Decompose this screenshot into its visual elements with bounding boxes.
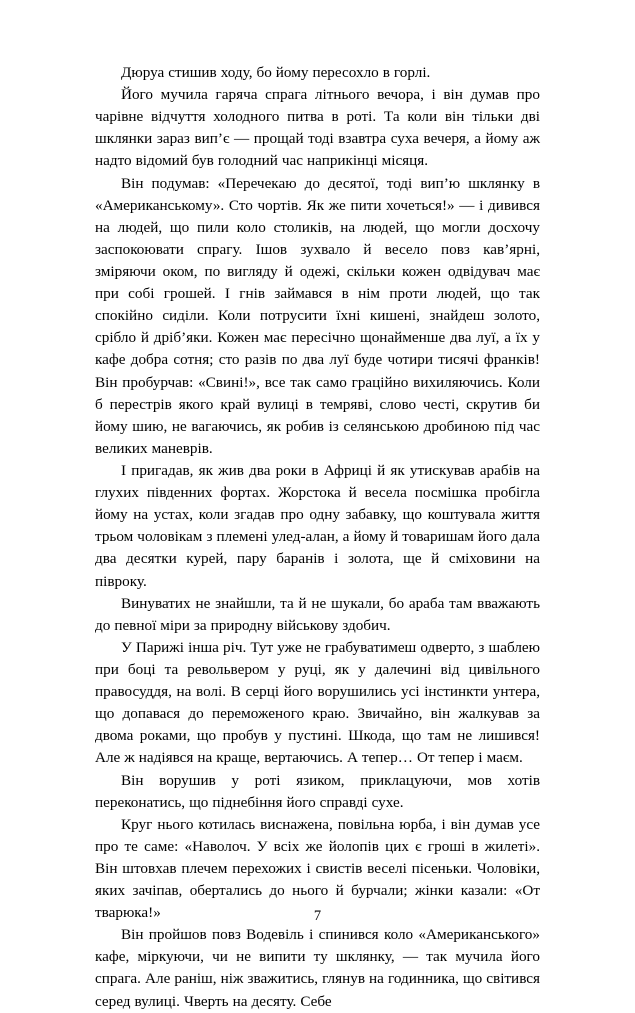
paragraph: Він подумав: «Перечекаю до десятої, тоді вип’ю шклянку в «Американському». Сто чортів. Як же пити хочеться!» — і дивився на людей, що пили коло столиків, на людей, що могли досхочу заспокоювати спрагу. Ішов зухвало й весело повз кав’ярні, зміряючи оком, по вигляду й одежі, скільки кожен одвідувач має при собі грошей. І гнів займався в нім проти людей, що так спокійно сиділи. Коли потрусити їхні кишені, знайдеш золото, срібло й дріб’яки. Кожен має пересічно щонайменше два луї, а їх у кафе добра сотня; сто разів по два луї буде чотири тисячі франків! Він пробурчав: «Свині!», все так само граційно вихиляючись. Коли б перестрів якого край вулиці в темряві, слово честі, скрутив би йому шию, не вагаючись, як робив із селянською дробиною під час великих маневрів. xyxy=(95,174,540,457)
body-text-column xyxy=(95,62,540,1013)
paragraph: Він ворушив у роті язиком, приклацуючи, мов хотів переконатись, що піднебіння його справді сухе. xyxy=(95,771,540,811)
page-number: 7 xyxy=(313,908,322,924)
paragraph: Він пройшов повз Водевіль і спинився коло «Американського» кафе, міркуючи, чи не випити ту шклянку, — так мучила його спрага. Але раніш, ніж зважитись, глянув на годинника, що світився серед вулиці. Чверть на десяту. Себе xyxy=(95,926,540,1010)
paragraph: Дюруа стишив ходу, бо йому пересохло в горлі. xyxy=(121,64,431,81)
paragraph: І пригадав, як жив два роки в Африці й як утискував арабів на глухих південних фортах. Жорстока й весела посмішка пробігла йому на устах, коли згадав про одну забавку, що коштувала життя трьом чоловікам з племені улед-алан, а йому й товаришам його дала два десятки курей, пару баранів і золота, ще й сміховини на півроку. xyxy=(95,461,540,590)
paragraph: Круг нього котилась виснажена, повільна юрба, і він думав усе про те саме: «Наволоч. У всіх же йолопів цих є гроші в жилеті». Він штовхав плечем перехожих і свистів веселі пісеньки. Чоловіки, яких зачіпав, обертались до нього й бурчали; жінки казали: «От тварюка!» xyxy=(95,815,540,922)
paragraph: Його мучила гаряча спрага літнього вечора, і він думав про чарівне відчуття холодного питва в роті. Та коли він тільки дві шклянки зараз вип’є — прощай тоді взавтра суха вечеря, а йому аж надто відомий був голодний час наприкінці місяця. xyxy=(95,86,540,170)
paragraph: Винуватих не знайшли, та й не шукали, бо араба там вважають до певної міри за природну військову здобич. xyxy=(95,594,540,634)
paragraph: У Парижі інша річ. Тут уже не грабуватимеш одверто, з шаблею при боці та револьвером у руці, як у далечині від цивільного правосуддя, на волі. В серці його ворушились усі інстинкти унтера, що допавася до переможеного краю. Звичайно, він жалкував за двома роками, що пробув у пустині. Шкода, що там не лишився! Але ж надіявся на краще, вертаючись. А тепер… От тепер і маєм. xyxy=(95,638,540,767)
